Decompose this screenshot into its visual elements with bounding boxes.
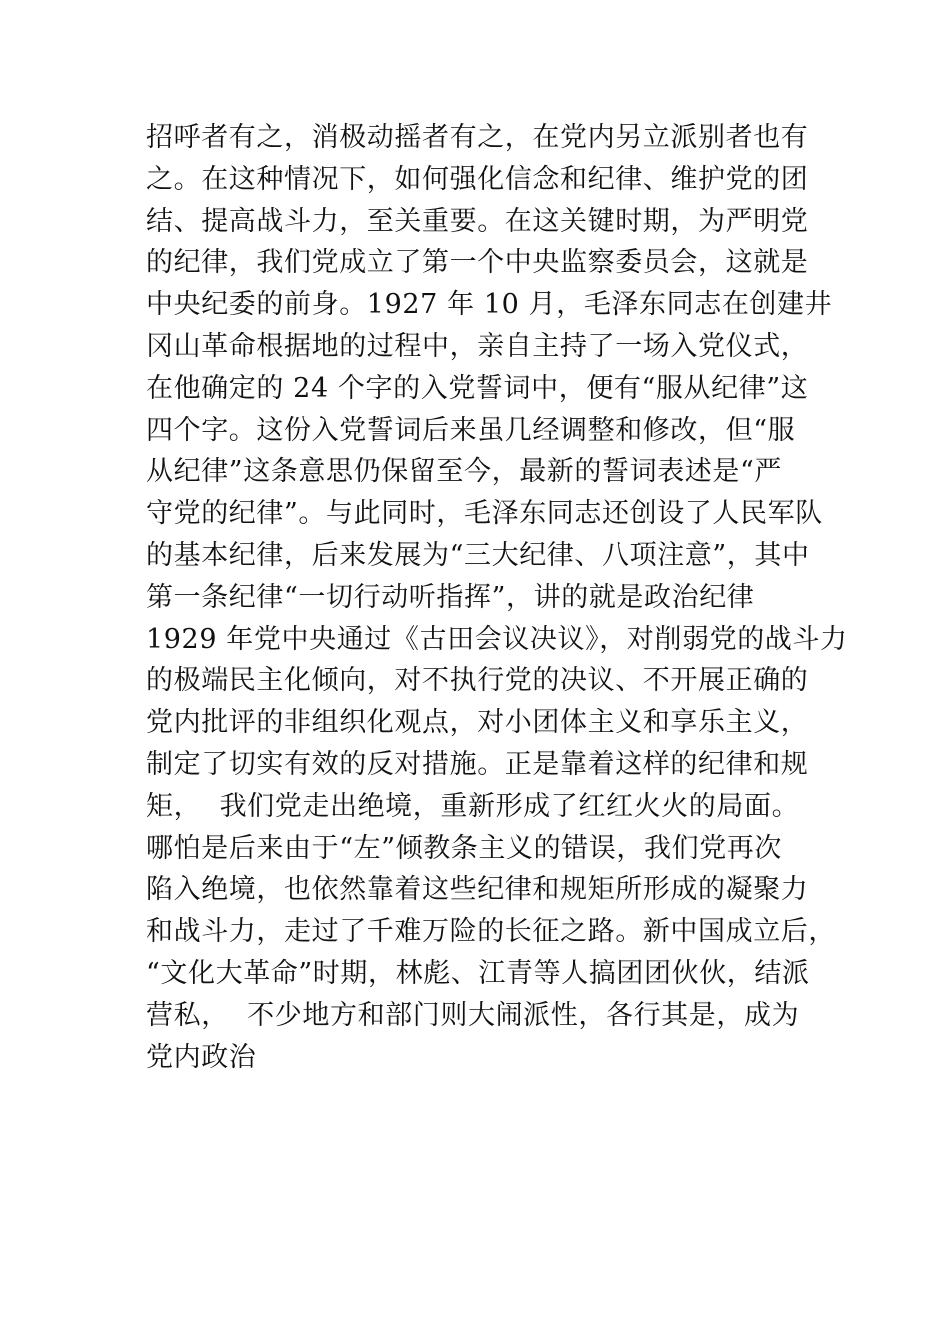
text-line: 的极端民主化倾向，对不执行党的决议、不开展正确的 xyxy=(146,665,809,697)
body-text xyxy=(146,117,848,1078)
text-line: 中央纪委的前身。1927 年 10 月，毛泽东同志在创建井 xyxy=(146,289,833,321)
text-line: 陷入绝境，也依然靠着这些纪律和规矩所形成的凝聚力 xyxy=(146,874,809,906)
text-line: 党内政治 xyxy=(146,1041,257,1073)
text-line: 招呼者有之，消极动摇者有之，在党内另立派别者也有 xyxy=(146,122,809,153)
text-line: 从纪律”这条意思仍保留至今，最新的誓词表述是“严 xyxy=(146,456,783,488)
text-line: 冈山革命根据地的过程中，亲自主持了一场入党仪式， xyxy=(146,330,809,362)
text-line: 之。在这种情况下，如何强化信念和纪律、维护党的团 xyxy=(146,163,809,195)
text-line: 第一条纪律“一切行动听指挥”，讲的就是政治纪律 xyxy=(146,581,755,613)
text-line: 党内批评的非组织化观点，对小团体主义和享乐主义， xyxy=(146,707,809,739)
text-line: 在他确定的 24 个字的入党誓词中，便有“服从纪律”这 xyxy=(146,372,809,404)
text-line: 矩， 我们党走出绝境，重新形成了红红火火的局面。 xyxy=(146,790,800,822)
text-line: 1929 年党中央通过《古田会议决议》，对削弱党的战斗力 xyxy=(146,623,848,655)
text-line: 守党的纪律”。与此同时，毛泽东同志还创设了人民军队 xyxy=(146,498,823,530)
text-line: 和战斗力，走过了千难万险的长征之路。新中国成立后， xyxy=(146,916,836,948)
text-line: 四个字。这份入党誓词后来虽几经调整和修改，但“服 xyxy=(146,414,796,446)
text-line: 营私， 不少地方和部门则大闹派性，各行其是，成为 xyxy=(146,999,800,1031)
text-line: 结、提高战斗力，至关重要。在这关键时期，为严明党 xyxy=(146,205,809,237)
text-line: “文化大革命”时期，林彪、江青等人搞团团伙伙，结派 xyxy=(146,957,810,989)
text-line: 的纪律，我们党成立了第一个中央监察委员会，这就是 xyxy=(146,247,809,279)
text-line: 制定了切实有效的反对措施。正是靠着这样的纪律和规 xyxy=(146,748,809,780)
text-line: 的基本纪律，后来发展为“三大纪律、八项注意”，其中 xyxy=(146,539,810,571)
text-line: 哪怕是后来由于“左”倾教条主义的错误，我们党再次 xyxy=(146,832,783,864)
